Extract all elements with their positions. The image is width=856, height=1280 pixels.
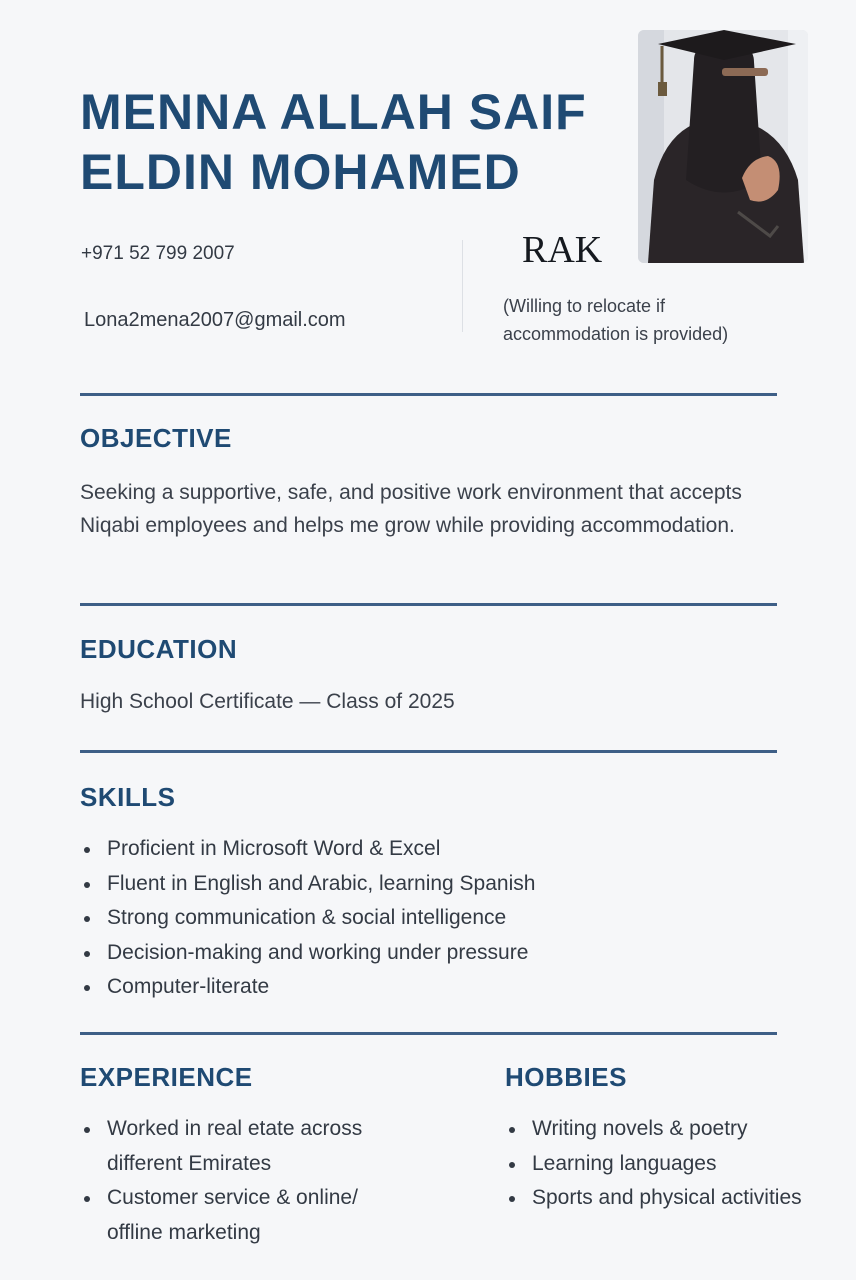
section-divider [80,603,777,606]
objective-text: Seeking a supportive, safe, and positive work environment that accepts Niqabi employees and helps me grow while providing accommodation. [80,481,742,537]
list-item: Strong communication & social intelligence [80,901,780,936]
location-city: RAK [522,229,603,271]
profile-photo-graphic [638,30,808,263]
list-item: Customer service & online/ offline marketing [80,1181,410,1250]
skills-list [80,832,780,1005]
section-divider [80,750,777,753]
name-line-2: ELDIN MOHAMED [80,144,521,200]
relocation-note: (Willing to relocate if accommodation is provided) [503,296,729,344]
education-heading: EDUCATION [80,634,238,664]
list-item: Computer-literate [80,970,780,1005]
list-item: Worked in real etate across different Emirates [80,1112,410,1181]
candidate-name [80,82,620,202]
objective-heading: OBJECTIVE [80,423,232,453]
list-item: Sports and physical activities [505,1181,805,1216]
skills-heading: SKILLS [80,782,176,812]
hobbies-heading: HOBBIES [505,1062,627,1092]
name-line-1: MENNA ALLAH SAIF [80,84,587,140]
education-text: High School Certificate — Class of 2025 [80,690,455,713]
contact-divider [462,240,463,332]
phone-number: +971 52 799 2007 [81,243,235,264]
hobbies-list [505,1112,805,1216]
list-item: Fluent in English and Arabic, learning Spanish [80,867,780,902]
list-item: Proficient in Microsoft Word & Excel [80,832,780,867]
section-divider [80,393,777,396]
experience-list [80,1112,410,1250]
section-divider [80,1032,777,1035]
list-item: Decision-making and working under pressure [80,936,780,971]
list-item: Learning languages [505,1147,805,1182]
experience-heading: EXPERIENCE [80,1062,253,1092]
profile-photo [638,30,808,263]
list-item: Writing novels & poetry [505,1112,805,1147]
email-address: Lona2mena2007@gmail.com [84,309,346,331]
